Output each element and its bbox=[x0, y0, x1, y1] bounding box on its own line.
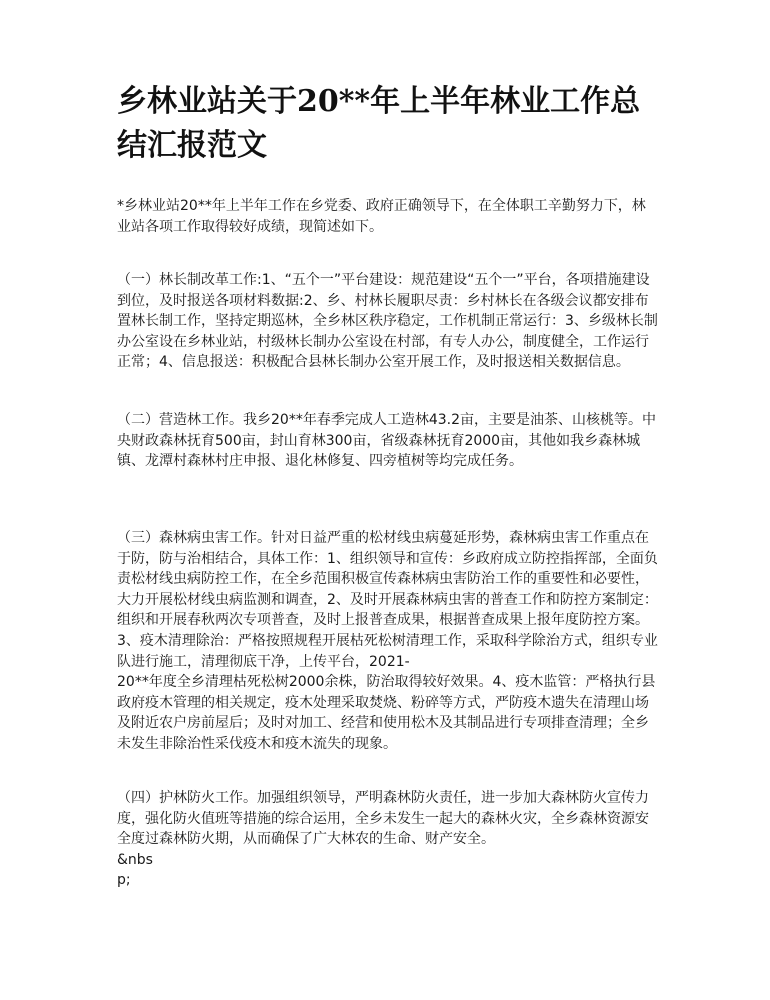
section-3-pest-control: （三）森林病虫害工作。针对日益严重的松材线虫病蔓延形势，森林病虫害工作重点在于防，防与治相结合，具体工作：1、组织领导和宣传：乡政府成立防控指挥部，全面负责松材线虫病防控工作，在全乡范围积极宣传森林病虫害防治工作的重要性和必要性，大力开展松材线虫病监测和调查，2、及时开展森林病虫害的普查工作和防控方案制定：组织和开展春秋两次专项普查，及时上报普查成果，根据普查成果上报年度防控方案。3、疫木清理除治：严格按照规程开展枯死松树清理工作，采取科学除治方式，组织专业队进行施工，清理彻底干净，上传平台，2021- 20**年度全乡清理枯死松树2000余株，防治取得较好效果。4、疫木监管：严格执行县政府疫木管理的相关规定，疫木处理采取焚烧、粉碎等方式，严防疫木遗失在清理山场及附近农户房前屋后；及时对加工、经营和使用松木及其制品进行专项排查清理；全乡未发生非除治性采伐疫木和疫木流失的现象。 bbox=[117, 530, 658, 752]
section-2-afforestation: （二）营造林工作。我乡20**年春季完成人工造林43.2亩，主要是油茶、山核桃等。中央财政森林抚育500亩，封山育林300亩，省级森林抚育2000亩，其他如我乡森林城镇、龙潭村森林村庄申报、退化林修复、四旁植树等均完成任务。 bbox=[117, 412, 656, 470]
section-1-forest-chief-reform: （一）林长制改革工作:1、“五个一”平台建设：规范建设“五个一”平台，各项措施建设到位，及时报送各项材料数据:2、乡、村林长履职尽责：乡村林长在各级会议都安排布置林长制工作，坚持定期巡林，全乡林区秩序稳定，工作机制正常运行：3、乡级林长制办公室设在乡林业站，村级林长制办公室设在村部，有专人办公，制度健全，工作运行正常；4、信息报送：积极配合县林长制办公室开展工作，及时报送相关数据信息。 bbox=[117, 272, 658, 371]
intro-paragraph: *乡林业站20**年上半年工作在乡党委、政府正确领导下，在全体职工辛勤努力下，林业站各项工作取得较好成绩，现简述如下。 bbox=[117, 198, 646, 235]
document-title: 乡林业站关于20**年上半年林业工作总结汇报范文 bbox=[117, 84, 641, 163]
section-4-fire-prevention: （四）护林防火工作。加强组织领导，严明森林防火责任，进一步加大森林防火宣传力度，强化防火值班等措施的综合运用，全乡未发生一起大的森林火灾，全乡森林资源安全度过森林防火期，从而确保了广大林农的生命、财产安全。 &nbs p; bbox=[117, 790, 649, 889]
